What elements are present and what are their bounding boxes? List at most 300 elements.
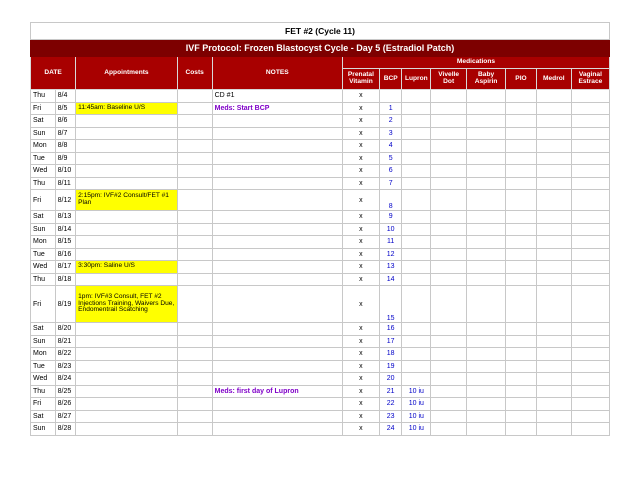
bcp-cell xyxy=(379,90,402,103)
lupron-cell xyxy=(402,127,431,140)
lupron-cell xyxy=(402,102,431,115)
prenatal-vitamin-cell: x xyxy=(342,335,379,348)
prenatal-vitamin-cell: x xyxy=(342,410,379,423)
day-cell: Thu xyxy=(31,177,56,190)
pio-cell xyxy=(506,190,537,211)
appointment-cell xyxy=(76,385,178,398)
baby-aspirin-cell xyxy=(467,127,506,140)
vaginal-estrace-cell xyxy=(571,261,609,274)
prenatal-vitamin-cell: x xyxy=(342,323,379,336)
table-row xyxy=(31,385,610,398)
medrol-cell xyxy=(536,373,571,386)
vivelle-dot-cell xyxy=(431,273,467,286)
pio-cell xyxy=(506,223,537,236)
pio-cell xyxy=(506,286,537,323)
appointment-cell xyxy=(76,152,178,165)
date-cell: 8/15 xyxy=(55,236,76,249)
table-row xyxy=(31,102,610,115)
medrol-cell xyxy=(536,90,571,103)
pio-cell xyxy=(506,248,537,261)
table-row xyxy=(31,360,610,373)
appointments-header: Appointments xyxy=(76,57,178,90)
vivelle-dot-cell xyxy=(431,335,467,348)
vaginal-estrace-cell xyxy=(571,102,609,115)
lupron-cell: 10 iu xyxy=(402,410,431,423)
lupron-cell xyxy=(402,115,431,128)
medrol-cell xyxy=(536,261,571,274)
date-cell: 8/11 xyxy=(55,177,76,190)
vaginal-estrace-cell xyxy=(571,360,609,373)
bcp-cell: 6 xyxy=(379,165,402,178)
baby-aspirin-cell xyxy=(467,190,506,211)
prenatal-vitamin-cell: x xyxy=(342,360,379,373)
cost-cell xyxy=(177,177,212,190)
vivelle-dot-cell xyxy=(431,385,467,398)
day-cell: Sat xyxy=(31,323,56,336)
bcp-cell: 18 xyxy=(379,348,402,361)
cost-cell xyxy=(177,115,212,128)
pio-cell xyxy=(506,236,537,249)
appointment-cell xyxy=(76,115,178,128)
lupron-cell xyxy=(402,211,431,224)
vivelle-dot-cell xyxy=(431,223,467,236)
appointment-cell xyxy=(76,177,178,190)
prenatal-vitamin-cell: x xyxy=(342,273,379,286)
lupron-cell: 10 iu xyxy=(402,398,431,411)
vaginal-estrace-cell xyxy=(571,286,609,323)
notes-cell xyxy=(212,190,342,211)
vivelle-dot-cell xyxy=(431,373,467,386)
vaginal-estrace-cell xyxy=(571,127,609,140)
notes-cell xyxy=(212,323,342,336)
baby-aspirin-cell xyxy=(467,165,506,178)
lupron-cell xyxy=(402,261,431,274)
notes-cell xyxy=(212,335,342,348)
vaginal-estrace-cell xyxy=(571,236,609,249)
baby-aspirin-cell xyxy=(467,398,506,411)
bcp-cell: 21 xyxy=(379,385,402,398)
pio-cell xyxy=(506,211,537,224)
medrol-cell xyxy=(536,211,571,224)
cost-cell xyxy=(177,102,212,115)
baby-aspirin-cell xyxy=(467,410,506,423)
table-row xyxy=(31,127,610,140)
cost-cell xyxy=(177,385,212,398)
baby-aspirin-cell xyxy=(467,286,506,323)
bcp-cell: 24 xyxy=(379,423,402,436)
medrol-cell xyxy=(536,177,571,190)
vaginal-estrace-cell xyxy=(571,177,609,190)
medrol-cell xyxy=(536,223,571,236)
date-cell: 8/7 xyxy=(55,127,76,140)
day-cell: Fri xyxy=(31,286,56,323)
bcp-cell: 15 xyxy=(379,286,402,323)
bcp-cell: 16 xyxy=(379,323,402,336)
table-row xyxy=(31,335,610,348)
table-row xyxy=(31,348,610,361)
baby-aspirin-cell xyxy=(467,360,506,373)
date-cell: 8/19 xyxy=(55,286,76,323)
day-cell: Thu xyxy=(31,385,56,398)
pio-cell xyxy=(506,385,537,398)
bcp-cell: 12 xyxy=(379,248,402,261)
prenatal-vitamin-cell: x xyxy=(342,373,379,386)
cost-cell xyxy=(177,90,212,103)
notes-cell xyxy=(212,223,342,236)
day-cell: Fri xyxy=(31,190,56,211)
vaginal-estrace-cell xyxy=(571,190,609,211)
table-row xyxy=(31,423,610,436)
prenatal-vitamin-cell: x xyxy=(342,398,379,411)
medrol-cell xyxy=(536,385,571,398)
appointment-cell xyxy=(76,323,178,336)
table-row xyxy=(31,223,610,236)
vivelle-dot-cell xyxy=(431,90,467,103)
pio-cell xyxy=(506,398,537,411)
medrol-cell xyxy=(536,335,571,348)
lupron-cell xyxy=(402,90,431,103)
baby-aspirin-cell xyxy=(467,102,506,115)
vivelle-dot-cell xyxy=(431,261,467,274)
prenatal-vitamin-cell: x xyxy=(342,152,379,165)
prenatal-vitamin-cell: x xyxy=(342,423,379,436)
prenatal-vitamin-cell: x xyxy=(342,236,379,249)
pio-cell xyxy=(506,165,537,178)
lupron-cell xyxy=(402,373,431,386)
vivelle-dot-cell xyxy=(431,248,467,261)
vaginal-estrace-cell xyxy=(571,248,609,261)
vivelle-dot-cell xyxy=(431,115,467,128)
lupron-cell xyxy=(402,348,431,361)
pio-cell xyxy=(506,423,537,436)
lupron-cell xyxy=(402,190,431,211)
bcp-cell: 2 xyxy=(379,115,402,128)
vaginal-estrace-cell xyxy=(571,223,609,236)
notes-cell xyxy=(212,211,342,224)
notes-cell xyxy=(212,423,342,436)
appointment-cell xyxy=(76,348,178,361)
baby-aspirin-cell xyxy=(467,140,506,153)
notes-cell: CD #1 xyxy=(212,90,342,103)
cost-cell xyxy=(177,140,212,153)
bcp-cell: 5 xyxy=(379,152,402,165)
vaginal-estrace-cell xyxy=(571,211,609,224)
vivelle-dot-cell xyxy=(431,423,467,436)
medrol-cell xyxy=(536,115,571,128)
appointment-cell xyxy=(76,211,178,224)
day-cell: Tue xyxy=(31,152,56,165)
notes-cell xyxy=(212,286,342,323)
day-cell: Sun xyxy=(31,335,56,348)
vivelle-dot-cell xyxy=(431,236,467,249)
notes-cell xyxy=(212,127,342,140)
notes-cell xyxy=(212,236,342,249)
cost-cell xyxy=(177,152,212,165)
vaginal-estrace-cell xyxy=(571,348,609,361)
cost-cell xyxy=(177,248,212,261)
appointment-cell xyxy=(76,223,178,236)
appointment-cell xyxy=(76,90,178,103)
costs-header: Costs xyxy=(177,57,212,90)
lupron-cell xyxy=(402,236,431,249)
medrol-cell xyxy=(536,398,571,411)
date-cell: 8/18 xyxy=(55,273,76,286)
vaginal-estrace-cell xyxy=(571,423,609,436)
lupron-cell: 10 iu xyxy=(402,385,431,398)
prenatal-vitamin-cell: x xyxy=(342,190,379,211)
baby-aspirin-cell xyxy=(467,423,506,436)
bcp-cell: 4 xyxy=(379,140,402,153)
vaginal-estrace-cell xyxy=(571,323,609,336)
vaginal-estrace-cell xyxy=(571,410,609,423)
pio-cell xyxy=(506,90,537,103)
pio-cell xyxy=(506,177,537,190)
prenatal-vitamin-cell: x xyxy=(342,385,379,398)
prenatal-vitamin-cell: x xyxy=(342,248,379,261)
table-row xyxy=(31,273,610,286)
pio-cell xyxy=(506,335,537,348)
notes-cell xyxy=(212,177,342,190)
pio-cell xyxy=(506,373,537,386)
medrol-cell xyxy=(536,165,571,178)
table-row xyxy=(31,152,610,165)
table-row xyxy=(31,373,610,386)
appointment-cell xyxy=(76,373,178,386)
date-cell: 8/23 xyxy=(55,360,76,373)
date-cell: 8/13 xyxy=(55,211,76,224)
date-cell: 8/12 xyxy=(55,190,76,211)
notes-cell xyxy=(212,360,342,373)
appointment-cell: 11:45am: Baseline U/S xyxy=(76,102,178,115)
notes-cell xyxy=(212,261,342,274)
medications-header: Medications xyxy=(342,57,609,69)
table-row xyxy=(31,398,610,411)
day-cell: Mon xyxy=(31,236,56,249)
date-cell: 8/4 xyxy=(55,90,76,103)
appointment-cell xyxy=(76,140,178,153)
notes-cell xyxy=(212,140,342,153)
vaginal-estrace-cell xyxy=(571,373,609,386)
cost-cell xyxy=(177,423,212,436)
baby-aspirin-cell xyxy=(467,273,506,286)
appointment-cell xyxy=(76,127,178,140)
prenatal-vitamin-cell: x xyxy=(342,127,379,140)
cost-cell xyxy=(177,127,212,140)
table-row xyxy=(31,177,610,190)
baby-aspirin-cell xyxy=(467,115,506,128)
pio-cell xyxy=(506,273,537,286)
bcp-cell: 23 xyxy=(379,410,402,423)
day-cell: Sat xyxy=(31,211,56,224)
vivelle-dot-cell xyxy=(431,190,467,211)
date-cell: 8/22 xyxy=(55,348,76,361)
cost-cell xyxy=(177,273,212,286)
date-cell: 8/27 xyxy=(55,410,76,423)
baby-aspirin-header: Baby Aspirin xyxy=(467,69,506,90)
date-cell: 8/26 xyxy=(55,398,76,411)
cost-cell xyxy=(177,236,212,249)
notes-cell xyxy=(212,373,342,386)
vivelle-dot-cell xyxy=(431,211,467,224)
notes-header: NOTES xyxy=(212,57,342,90)
prenatal-vitamin-cell: x xyxy=(342,223,379,236)
date-cell: 8/24 xyxy=(55,373,76,386)
vaginal-estrace-header: Vaginal Estrace xyxy=(571,69,609,90)
table-row xyxy=(31,115,610,128)
day-cell: Sun xyxy=(31,223,56,236)
cost-cell xyxy=(177,360,212,373)
day-cell: Sun xyxy=(31,127,56,140)
medrol-cell xyxy=(536,348,571,361)
table-row xyxy=(31,190,610,211)
cost-cell xyxy=(177,286,212,323)
vivelle-dot-cell xyxy=(431,286,467,323)
notes-cell xyxy=(212,398,342,411)
date-cell: 8/5 xyxy=(55,102,76,115)
vivelle-dot-cell xyxy=(431,165,467,178)
notes-cell xyxy=(212,152,342,165)
medrol-cell xyxy=(536,273,571,286)
baby-aspirin-cell xyxy=(467,261,506,274)
baby-aspirin-cell xyxy=(467,236,506,249)
cost-cell xyxy=(177,211,212,224)
cost-cell xyxy=(177,373,212,386)
date-header: DATE xyxy=(31,57,76,90)
pio-cell xyxy=(506,115,537,128)
day-cell: Wed xyxy=(31,261,56,274)
day-cell: Sat xyxy=(31,410,56,423)
ivf-schedule-table xyxy=(30,22,610,436)
lupron-cell xyxy=(402,223,431,236)
appointment-cell xyxy=(76,423,178,436)
appointment-cell xyxy=(76,398,178,411)
lupron-cell xyxy=(402,286,431,323)
baby-aspirin-cell xyxy=(467,223,506,236)
baby-aspirin-cell xyxy=(467,211,506,224)
notes-cell xyxy=(212,273,342,286)
vaginal-estrace-cell xyxy=(571,90,609,103)
bcp-cell: 10 xyxy=(379,223,402,236)
pio-cell xyxy=(506,152,537,165)
date-cell: 8/10 xyxy=(55,165,76,178)
lupron-cell xyxy=(402,140,431,153)
pio-cell xyxy=(506,360,537,373)
lupron-cell xyxy=(402,360,431,373)
prenatal-vitamin-cell: x xyxy=(342,115,379,128)
vaginal-estrace-cell xyxy=(571,165,609,178)
day-cell: Sat xyxy=(31,115,56,128)
lupron-cell xyxy=(402,273,431,286)
prenatal-vitamin-cell: x xyxy=(342,90,379,103)
cost-cell xyxy=(177,335,212,348)
medrol-cell xyxy=(536,190,571,211)
vaginal-estrace-cell xyxy=(571,273,609,286)
day-cell: Wed xyxy=(31,373,56,386)
vaginal-estrace-cell xyxy=(571,398,609,411)
notes-cell: Meds: Start BCP xyxy=(212,102,342,115)
day-cell: Wed xyxy=(31,165,56,178)
appointment-cell xyxy=(76,248,178,261)
vivelle-dot-cell xyxy=(431,348,467,361)
vivelle-dot-cell xyxy=(431,398,467,411)
day-cell: Fri xyxy=(31,102,56,115)
vivelle-dot-cell xyxy=(431,102,467,115)
table-row xyxy=(31,236,610,249)
appointment-cell: 2:15pm: IVF#2 Consult/FET #1 Plan xyxy=(76,190,178,211)
vaginal-estrace-cell xyxy=(571,152,609,165)
medrol-cell xyxy=(536,127,571,140)
date-cell: 8/28 xyxy=(55,423,76,436)
bcp-cell: 14 xyxy=(379,273,402,286)
table-row xyxy=(31,248,610,261)
vivelle-dot-cell xyxy=(431,127,467,140)
cost-cell xyxy=(177,410,212,423)
lupron-cell xyxy=(402,177,431,190)
medrol-cell xyxy=(536,248,571,261)
cost-cell xyxy=(177,190,212,211)
bcp-cell: 1 xyxy=(379,102,402,115)
prenatal-vitamin-cell: x xyxy=(342,286,379,323)
cost-cell xyxy=(177,165,212,178)
date-cell: 8/25 xyxy=(55,385,76,398)
baby-aspirin-cell xyxy=(467,335,506,348)
bcp-cell: 8 xyxy=(379,190,402,211)
prenatal-vitamin-header: Prenatal Vitamin xyxy=(342,69,379,90)
bcp-cell: 3 xyxy=(379,127,402,140)
vivelle-dot-cell xyxy=(431,152,467,165)
date-cell: 8/6 xyxy=(55,115,76,128)
date-cell: 8/14 xyxy=(55,223,76,236)
table-row xyxy=(31,90,610,103)
vivelle-dot-cell xyxy=(431,410,467,423)
vivelle-dot-cell xyxy=(431,360,467,373)
table-row xyxy=(31,323,610,336)
day-cell: Tue xyxy=(31,248,56,261)
bcp-cell: 11 xyxy=(379,236,402,249)
cost-cell xyxy=(177,348,212,361)
vaginal-estrace-cell xyxy=(571,115,609,128)
medrol-cell xyxy=(536,102,571,115)
cost-cell xyxy=(177,261,212,274)
day-cell: Thu xyxy=(31,90,56,103)
cost-cell xyxy=(177,323,212,336)
lupron-header: Lupron xyxy=(402,69,431,90)
lupron-cell: 10 iu xyxy=(402,423,431,436)
date-cell: 8/21 xyxy=(55,335,76,348)
pio-cell xyxy=(506,348,537,361)
medrol-cell xyxy=(536,236,571,249)
pio-cell xyxy=(506,261,537,274)
notes-cell xyxy=(212,410,342,423)
medrol-cell xyxy=(536,410,571,423)
pio-cell xyxy=(506,410,537,423)
baby-aspirin-cell xyxy=(467,90,506,103)
cost-cell xyxy=(177,398,212,411)
bcp-header: BCP xyxy=(379,69,402,90)
bcp-cell: 19 xyxy=(379,360,402,373)
pio-header: PIO xyxy=(506,69,537,90)
appointment-cell xyxy=(76,410,178,423)
table-row xyxy=(31,211,610,224)
table-row xyxy=(31,286,610,323)
notes-cell xyxy=(212,348,342,361)
prenatal-vitamin-cell: x xyxy=(342,140,379,153)
baby-aspirin-cell xyxy=(467,248,506,261)
pio-cell xyxy=(506,102,537,115)
vivelle-dot-cell xyxy=(431,323,467,336)
day-cell: Fri xyxy=(31,398,56,411)
medrol-cell xyxy=(536,360,571,373)
